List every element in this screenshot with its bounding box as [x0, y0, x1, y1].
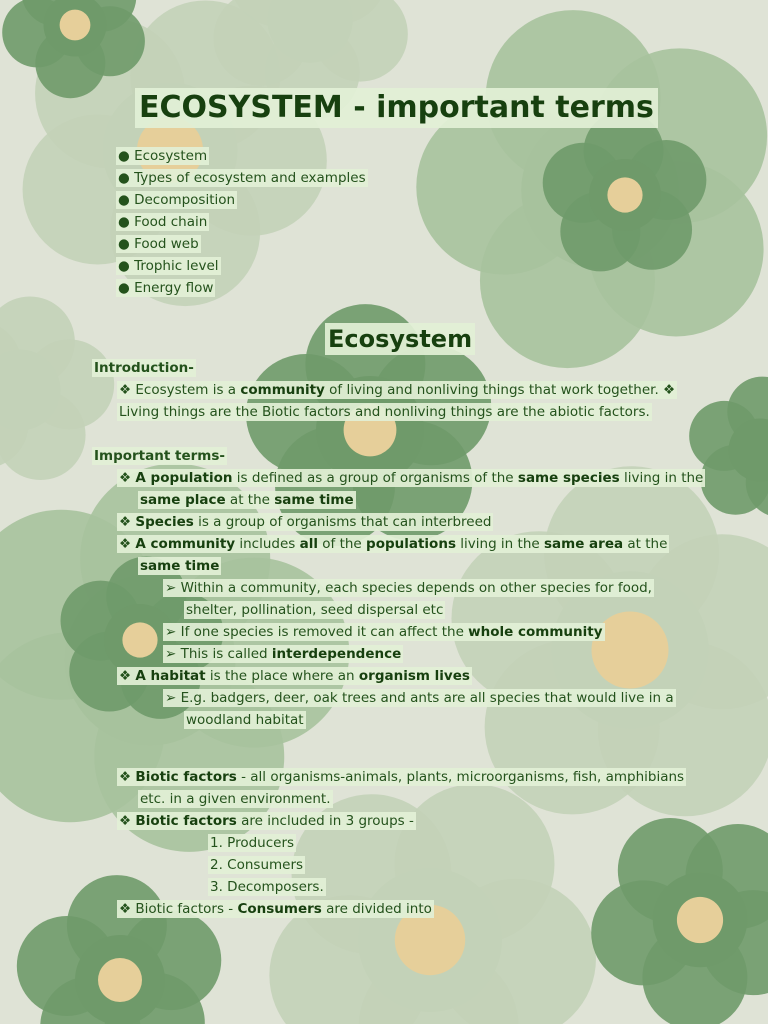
species-line: ❖ Species is a group of organisms that can interbreed: [119, 514, 492, 530]
intro-line-2: Living things are the Biotic factors and nonliving things are the abiotic factors.: [119, 404, 650, 420]
bullet-icon: ❖: [119, 769, 136, 785]
topic-item: ● Food web: [118, 236, 199, 252]
page-title: ECOSYSTEM - important terms: [135, 88, 658, 128]
habitat-line: ❖ A habitat is the place where an organism lives: [119, 668, 470, 684]
bullet-icon: ❖: [119, 514, 136, 530]
community-sub-2: ➢ If one species is removed it can affect the whole community: [165, 624, 603, 640]
intro-label: Introduction-: [94, 360, 194, 376]
biotic-line-2: ❖ Biotic factors are included in 3 groups -: [119, 813, 414, 829]
topic-item: ● Trophic level: [118, 258, 219, 274]
intro-line-1: ❖ Ecosystem is a community of living and nonliving things that work together. ❖: [119, 382, 676, 398]
community-sub-3: ➢ This is called interdependence: [165, 646, 402, 662]
biotic-line-3: ❖ Biotic factors - Consumers are divided into: [119, 901, 432, 917]
biotic-line-1b: etc. in a given environment.: [140, 791, 331, 807]
bullet-icon: ❖: [119, 813, 136, 829]
topic-item: ● Energy flow: [118, 280, 214, 296]
community-line-2: same time: [140, 558, 220, 574]
biotic-line-1: ❖ Biotic factors - all organisms-animals, plants, microorganisms, fish, amphibians: [119, 769, 685, 785]
community-sub-1: ➢ Within a community, each species depends on other species for food,: [165, 580, 652, 596]
section-heading: Ecosystem: [325, 323, 475, 355]
topic-item: ● Food chain: [118, 214, 208, 230]
community-line-1: ❖ A community includes all of the populations living in the same area at the: [119, 536, 668, 552]
group-item: 1. Producers: [210, 835, 295, 851]
bullet-icon: ❖: [119, 470, 136, 486]
bullet-icon: ❖: [119, 668, 136, 684]
group-item: 3. Decomposers.: [210, 879, 324, 895]
topic-item: ● Types of ecosystem and examples: [118, 170, 366, 186]
bullet-icon: ❖: [119, 536, 136, 552]
population-line-1: ❖ A population is defined as a group of organisms of the same species living in the: [119, 470, 704, 486]
community-sub-1b: shelter, pollination, seed dispersal etc: [186, 602, 444, 618]
habitat-sub-2: woodland habitat: [186, 712, 304, 728]
habitat-sub-1: ➢ E.g. badgers, deer, oak trees and ants are all species that would live in a: [165, 690, 674, 706]
topic-item: ● Ecosystem: [118, 148, 208, 164]
topic-item: ● Decomposition: [118, 192, 236, 208]
terms-label: Important terms-: [94, 448, 225, 464]
group-item: 2. Consumers: [210, 857, 304, 873]
population-line-2: same place at the same time: [140, 492, 354, 508]
